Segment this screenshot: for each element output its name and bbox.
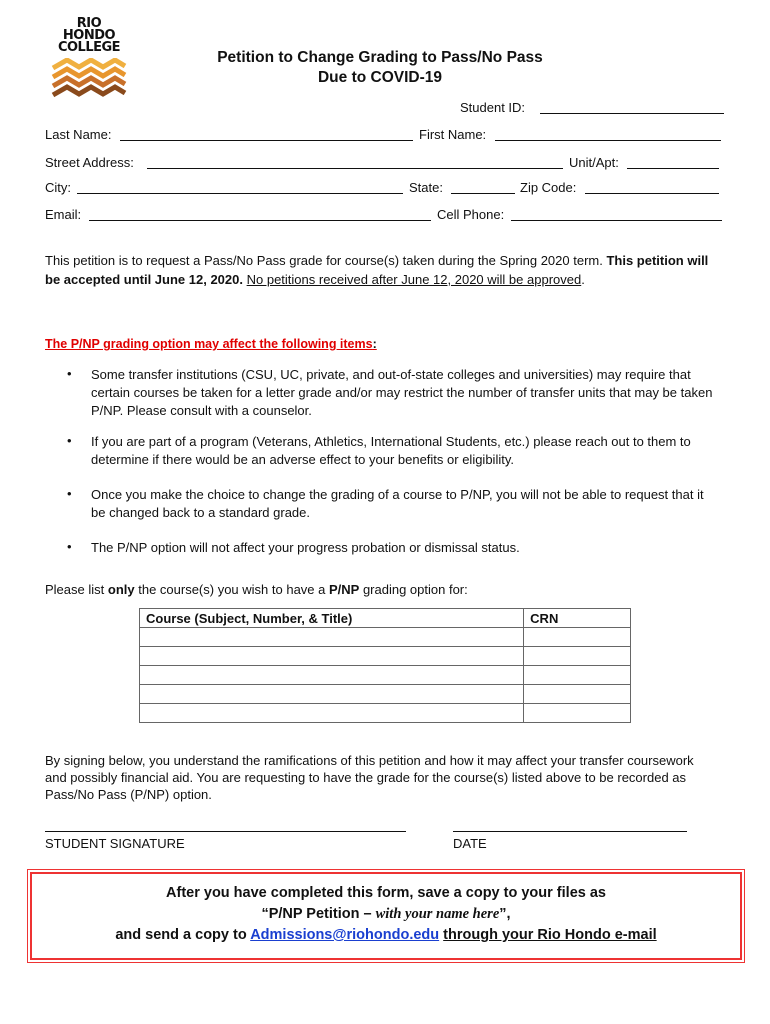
email-field[interactable] [89, 220, 431, 221]
crn-cell[interactable] [524, 647, 631, 666]
signing-statement: By signing below, you understand the ramifications of this petition and how it may affect your transfer coursework and possibly financial aid. You are requesting to have the grade for the course(s) listed above to be recorded as Pass/No Pass (P/NP) option. [45, 753, 694, 802]
notice-line-2: “P/NP Petition – with your name here”, [261, 906, 511, 922]
crn-cell[interactable] [524, 685, 631, 704]
course-cell[interactable] [140, 685, 524, 704]
table-row [140, 685, 631, 704]
date-label: DATE [453, 836, 487, 851]
date-field[interactable] [453, 831, 687, 832]
course-column-header: Course (Subject, Number, & Title) [140, 609, 524, 628]
city-label: City: [45, 180, 71, 195]
logo-line-3: COLLEGE [57, 40, 121, 55]
zip-code-field[interactable] [585, 193, 719, 194]
student-id-label: Student ID: [460, 100, 526, 115]
email-label: Email: [45, 207, 82, 222]
late-warning-text: No petitions received after June 12, 2020 will be approved [246, 272, 582, 287]
unit-apt-field[interactable] [627, 168, 719, 169]
cell-phone-field[interactable] [511, 220, 722, 221]
intro-paragraph: This petition is to request a Pass/No Pass grade for course(s) taken during the Spring 2020 term. This petition will be accepted until June 12, 2020. No petitions received after June 12, 2020 will be approved. [45, 253, 709, 287]
bullet-icon: • [67, 539, 72, 554]
affect-heading: The P/NP grading option may affect the following items: [45, 337, 377, 351]
cell-phone-label: Cell Phone: [437, 207, 505, 222]
logo-wordmark [49, 18, 129, 54]
course-cell[interactable] [140, 666, 524, 685]
logo-mountains-icon [51, 58, 127, 102]
course-table [139, 608, 631, 723]
course-list-prompt: Please list only the course(s) you wish to have a P/NP grading option for: [45, 582, 468, 597]
first-name-field[interactable] [495, 140, 721, 141]
form-subtitle: Due to COVID-19 [317, 69, 442, 86]
signature-label: STUDENT SIGNATURE [45, 836, 185, 851]
submission-notice [30, 872, 742, 960]
bullet-no-revert: Once you make the choice to change the grading of a course to P/NP, you will not be able to request that it be changed back to a standard grade. [91, 487, 704, 520]
table-row [140, 666, 631, 685]
zip-code-label: Zip Code: [520, 180, 577, 195]
table-row [140, 647, 631, 666]
city-field[interactable] [77, 193, 403, 194]
notice-line-1: After you have completed this form, save a copy to your files as [166, 885, 606, 901]
table-header-row [140, 609, 631, 628]
street-address-label: Street Address: [45, 155, 134, 170]
last-name-field[interactable] [120, 140, 413, 141]
bullet-probation: The P/NP option will not affect your progress probation or dismissal status. [91, 540, 520, 555]
table-row [140, 704, 631, 723]
first-name-label: First Name: [419, 127, 487, 142]
notice-line-3: and send a copy to Admissions@riohondo.edu through your Rio Hondo e-mail [115, 927, 657, 943]
bullet-icon: • [67, 366, 72, 381]
bullet-icon: • [67, 486, 72, 501]
state-label: State: [409, 180, 443, 195]
course-cell[interactable] [140, 647, 524, 666]
state-field[interactable] [451, 193, 515, 194]
course-cell[interactable] [140, 704, 524, 723]
table-row [140, 628, 631, 647]
last-name-label: Last Name: [45, 127, 112, 142]
crn-cell[interactable] [524, 628, 631, 647]
bullet-program: If you are part of a program (Veterans, Athletics, International Students, etc.) please reach out to them to determine if there would be an adverse effect to your benefits or eligibility. [91, 434, 691, 467]
deadline-text: This petition will be accepted until June 12, 2020. [45, 253, 709, 287]
form-title: Petition to Change Grading to Pass/No Pass [217, 49, 543, 66]
unit-apt-label: Unit/Apt: [569, 155, 619, 170]
crn-cell[interactable] [524, 704, 631, 723]
bullet-icon: • [67, 433, 72, 448]
street-address-field[interactable] [147, 168, 563, 169]
logo-line-1: RIO [76, 16, 102, 31]
college-logo [49, 18, 129, 103]
student-id-field[interactable] [540, 113, 724, 114]
admissions-email-link[interactable]: Admissions@riohondo.edu [250, 927, 440, 943]
crn-column-header: CRN [524, 609, 631, 628]
signature-field[interactable] [45, 831, 406, 832]
course-cell[interactable] [140, 628, 524, 647]
bullet-transfer: Some transfer institutions (CSU, UC, private, and out-of-state colleges and universities) may require that certain courses be taken for a letter grade and/or may restrict the number of transfer units that may be taken P/NP. Please consult with a counselor. [91, 367, 713, 418]
logo-line-2: HONDO [62, 28, 116, 43]
crn-cell[interactable] [524, 666, 631, 685]
